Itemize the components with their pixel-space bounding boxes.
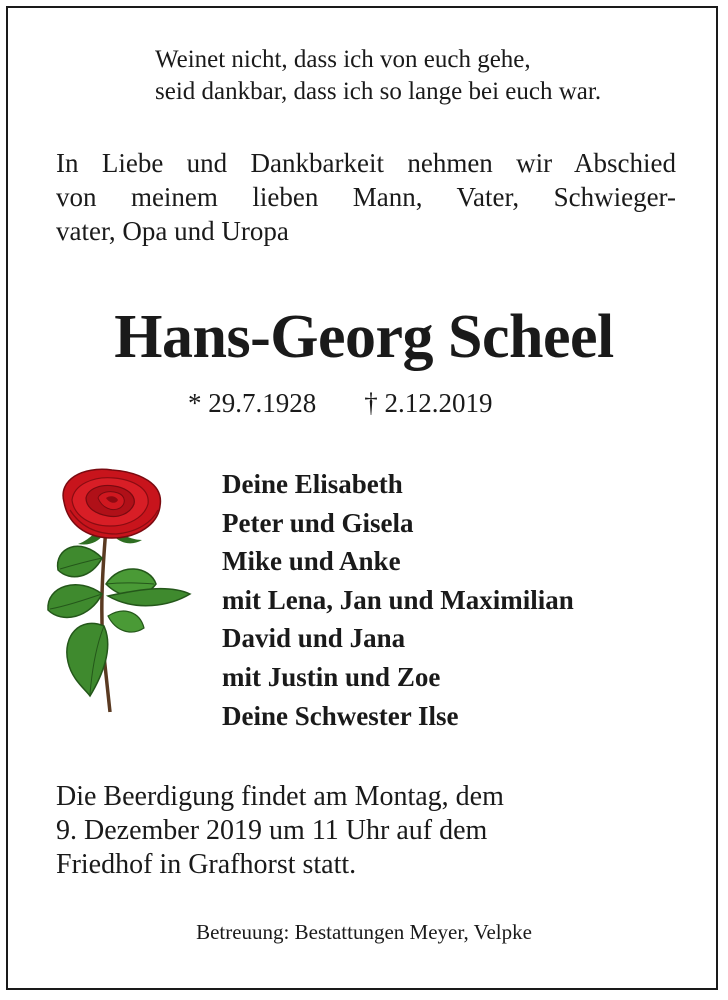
mourner-line: Mike und Anke [222, 546, 401, 577]
deceased-name: Hans-Georg Scheel [114, 303, 614, 371]
poem-verse [155, 44, 601, 108]
intro-line-3: vater, Opa und Uropa [56, 216, 289, 246]
red-rose-icon [40, 466, 200, 716]
funeral-line-1: Die Beerdigung findet am Montag, dem [56, 781, 504, 812]
poem-line-2: seid dankbar, dass ich so lange bei euch war. [155, 78, 602, 105]
life-dates [188, 386, 493, 420]
intro-line-2: von meinem lieben Mann, Vater, Schwieger- [56, 182, 676, 212]
funeral-line-2: 9. Dezember 2019 um 11 Uhr auf dem [56, 815, 488, 846]
birth-date: * 29.7.1928 [188, 388, 317, 418]
mourner-line: Deine Schwester Ilse [222, 700, 459, 731]
death-date: † 2.12.2019 [364, 388, 493, 418]
farewell-intro [56, 146, 676, 248]
poem-line-1: Weinet nicht, dass ich von euch gehe, [155, 46, 531, 73]
mourner-line: mit Justin und Zoe [222, 661, 441, 692]
mourners-list [222, 465, 574, 735]
intro-line-1: In Liebe und Dankbarkeit nehmen wir Abschied [56, 148, 676, 178]
mourner-line: David und Jana [222, 623, 406, 654]
funeral-notice [56, 780, 504, 882]
mourner-line: Peter und Gisela [222, 507, 414, 538]
mourner-line: Deine Elisabeth [222, 469, 403, 499]
mourner-line: mit Lena, Jan und Maximilian [222, 584, 574, 615]
undertaker-credit: Betreuung: Bestattungen Meyer, Velpke [196, 920, 532, 944]
funeral-line-3: Friedhof in Grafhorst statt. [56, 849, 357, 880]
